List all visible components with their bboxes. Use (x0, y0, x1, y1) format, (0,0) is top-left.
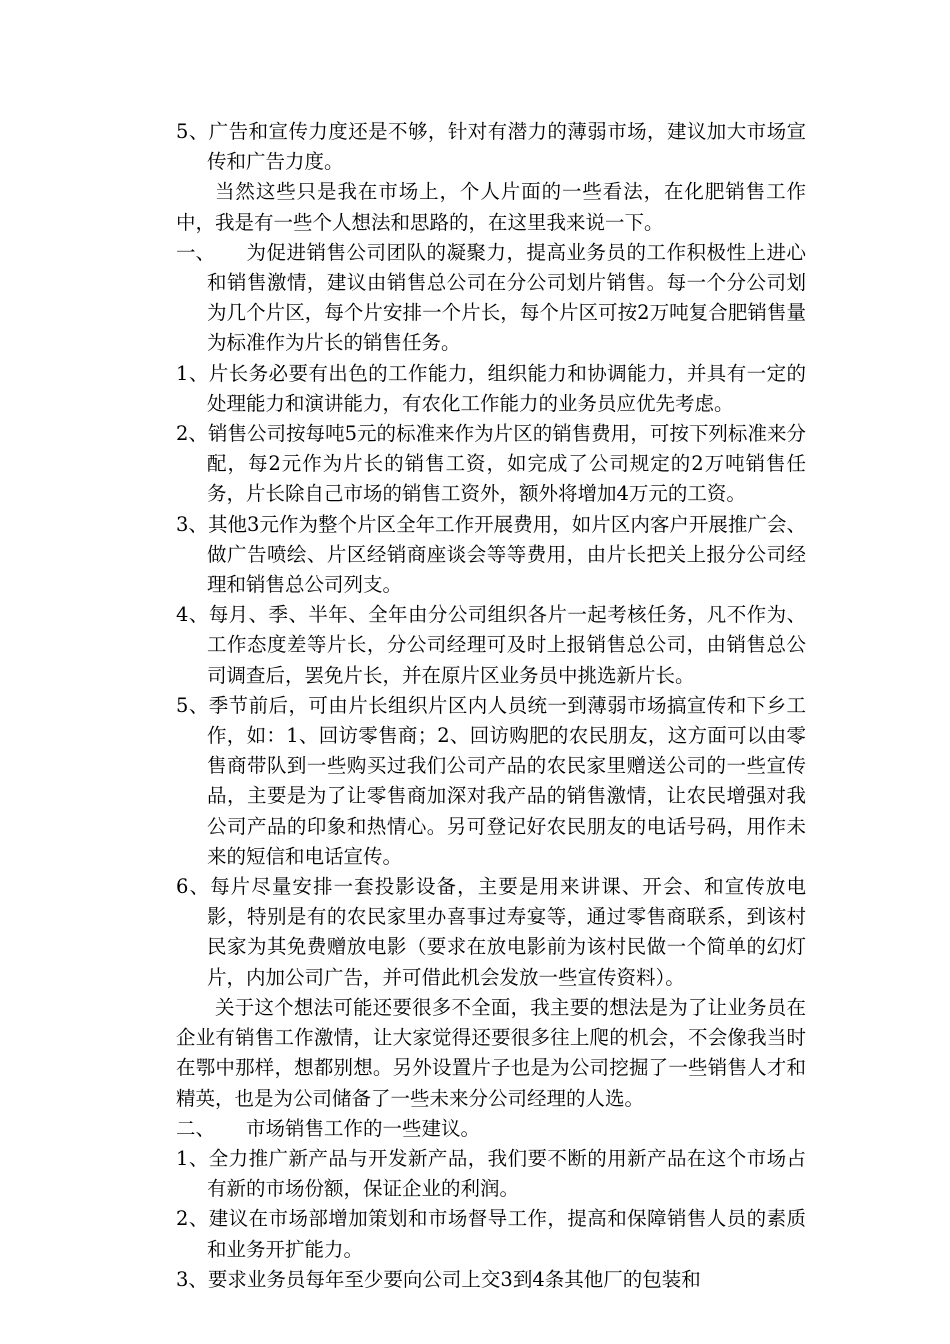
paragraph: 关于这个想法可能还要很多不全面，我主要的想法是为了让业务员在企业有销售工作激情，让大家觉得还要很多往上爬的机会，不会像我当时在鄂中那样，想都别想。另外设置片子也是为公司挖掘了一些销售人才和精英，也是为公司储备了一些未来分公司经理的人选。 (176, 995, 806, 1110)
section-heading-text: 为促进销售公司团队的凝聚力，提高业务员的工作积极性上进心和销售激情，建议由销售总公司在分公司划片销售。每一个分公司划为几个片区，每个片安排一个片长，每个片区可按2万吨复合肥销售量为标准作为片长的销售任务。 (207, 240, 806, 355)
list-item: 3、要求业务员每年至少要向公司上交3到4条其他厂的包装和 (176, 1267, 701, 1291)
list-item: 2、建议在市场部增加策划和市场督导工作，提高和保障销售人员的素质和业务开扩能力。 (176, 1207, 806, 1261)
section-number: 一、 (176, 240, 216, 264)
list-item: 2、销售公司按每吨5元的标准来作为片区的销售费用，可按下列标准来分配，每2元作为片长的销售工资，如完成了公司规定的2万吨销售任务，片长除自己市场的销售工资外，额外将增加4万元的工资。 (176, 422, 806, 506)
list-item: 3、其他3元作为整个片区全年工作开展费用，如片区内客户开展推广会、做广告喷绘、片区经销商座谈会等等费用，由片长把关上报分公司经理和销售总公司列支。 (176, 512, 806, 597)
list-item: 4、每月、季、半年、全年由分公司组织各片一起考核任务，凡不作为、工作态度差等片长，分公司经理可及时上报销售总公司，由销售总公司调查后，罢免片长，并在原片区业务员中挑选新片长。 (176, 603, 806, 687)
list-item: 5、广告和宣传力度还是不够，针对有潜力的薄弱市场，建议加大市场宣传和广告力度。 (176, 120, 806, 174)
list-item: 1、全力推广新产品与开发新产品，我们要不断的用新产品在这个市场占有新的市场份额，保证企业的利润。 (176, 1146, 806, 1201)
section-heading (176, 1114, 806, 1144)
document-body (176, 117, 806, 1295)
list-item: 6、每片尽量安排一套投影设备，主要是用来讲课、开会、和宣传放电影，特别是有的农民家里办喜事过寿宴等，通过零售商联系，到该村民家为其免费赠放电影（要求在放电影前为该村民做一个简单的幻灯片，内加公司广告，并可借此机会发放一些宣传资料）。 (176, 875, 806, 989)
section-number: 二、 (176, 1116, 216, 1140)
section-heading (176, 238, 806, 359)
list-item: 1、片长务必要有出色的工作能力，组织能力和协调能力，并具有一定的处理能力和演讲能力，有农化工作能力的业务员应优先考虑。 (176, 361, 806, 415)
section-heading-text: 市场销售工作的一些建议。 (246, 1116, 481, 1140)
paragraph: 当然这些只是我在市场上，个人片面的一些看法，在化肥销售工作中，我是有一些个人想法和思路的，在这里我来说一下。 (176, 180, 806, 234)
list-item: 5、季节前后，可由片长组织片区内人员统一到薄弱市场搞宣传和下乡工作，如：1、回访零售商；2、回访购肥的农民朋友，这方面可以由零售商带队到一些购买过我们公司产品的农民家里赠送公司的一些宣传品，主要是为了让零售商加深对我产品的销售激情，让农民增强对我公司产品的印象和热情心。另可登记好农民朋友的电话号码，用作未来的短信和电话宣传。 (176, 693, 806, 868)
